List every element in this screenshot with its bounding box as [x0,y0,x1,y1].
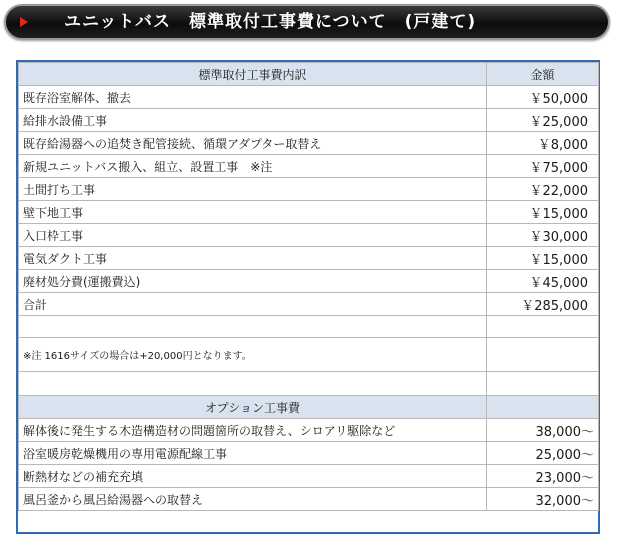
row-amount: ￥15,000 [487,201,599,224]
row-item: 給排水設備工事 [19,109,487,132]
blank-cell [487,372,599,396]
option-item: 浴室暖房乾燥機用の専用電源配線工事 [19,442,487,465]
options-header-row [19,396,599,419]
banner-title: ユニットバス 標準取付工事費について (戸建て) [64,12,477,32]
blank-cell [487,316,599,338]
blank-cell [19,372,487,396]
row-amount: ￥75,000 [487,155,599,178]
total-amount: ￥285,000 [487,293,599,316]
row-item: 壁下地工事 [19,201,487,224]
row-amount: ￥45,000 [487,270,599,293]
row-amount: ￥25,000 [487,109,599,132]
option-amount: 32,000～ [487,488,599,511]
row-amount: ￥15,000 [487,247,599,270]
row-item: 土間打ち工事 [19,178,487,201]
option-item: 風呂釜から風呂給湯器への取替え [19,488,487,511]
option-amount: 25,000～ [487,442,599,465]
row-item: 既存浴室解体、撤去 [19,86,487,109]
total-label: 合計 [19,293,487,316]
table-row [19,155,599,178]
construction-cost-table [18,62,599,511]
blank-cell [487,338,599,372]
row-item: 入口枠工事 [19,224,487,247]
option-row [19,465,599,488]
option-item: 解体後に発生する木造構造材の問題箇所の取替え、シロアリ駆除など [19,419,487,442]
note-row [19,338,599,372]
table-row [19,224,599,247]
option-amount: 23,000～ [487,465,599,488]
option-row [19,419,599,442]
standard-header-row [19,63,599,86]
total-row [19,293,599,316]
blank-row [19,316,599,338]
option-item: 断熱材などの補充充填 [19,465,487,488]
table-row [19,247,599,270]
blank-cell [487,396,599,419]
table-row [19,201,599,224]
row-item: 新規ユニットバス搬入、組立、設置工事 ※注 [19,155,487,178]
table-row [19,132,599,155]
header-amount: 金額 [487,63,599,86]
blank-row [19,372,599,396]
row-amount: ￥50,000 [487,86,599,109]
size-note: ※注 1616サイズの場合は+20,000円となります。 [19,338,487,372]
option-row [19,488,599,511]
row-item: 電気ダクト工事 [19,247,487,270]
table-row [19,86,599,109]
table-row [19,270,599,293]
option-row [19,442,599,465]
table-row [19,178,599,201]
table-row [19,109,599,132]
row-amount: ￥22,000 [487,178,599,201]
title-banner [4,4,610,40]
play-arrow-icon [20,17,28,27]
options-header: オプション工事費 [19,396,487,419]
option-amount: 38,000～ [487,419,599,442]
row-item: 既存給湯器への追焚き配管接続、循環アダプター取替え [19,132,487,155]
row-amount: ￥30,000 [487,224,599,247]
blank-cell [19,316,487,338]
row-amount: ￥8,000 [487,132,599,155]
row-item: 廃材処分費(運搬費込) [19,270,487,293]
header-item: 標準取付工事費内訳 [19,63,487,86]
